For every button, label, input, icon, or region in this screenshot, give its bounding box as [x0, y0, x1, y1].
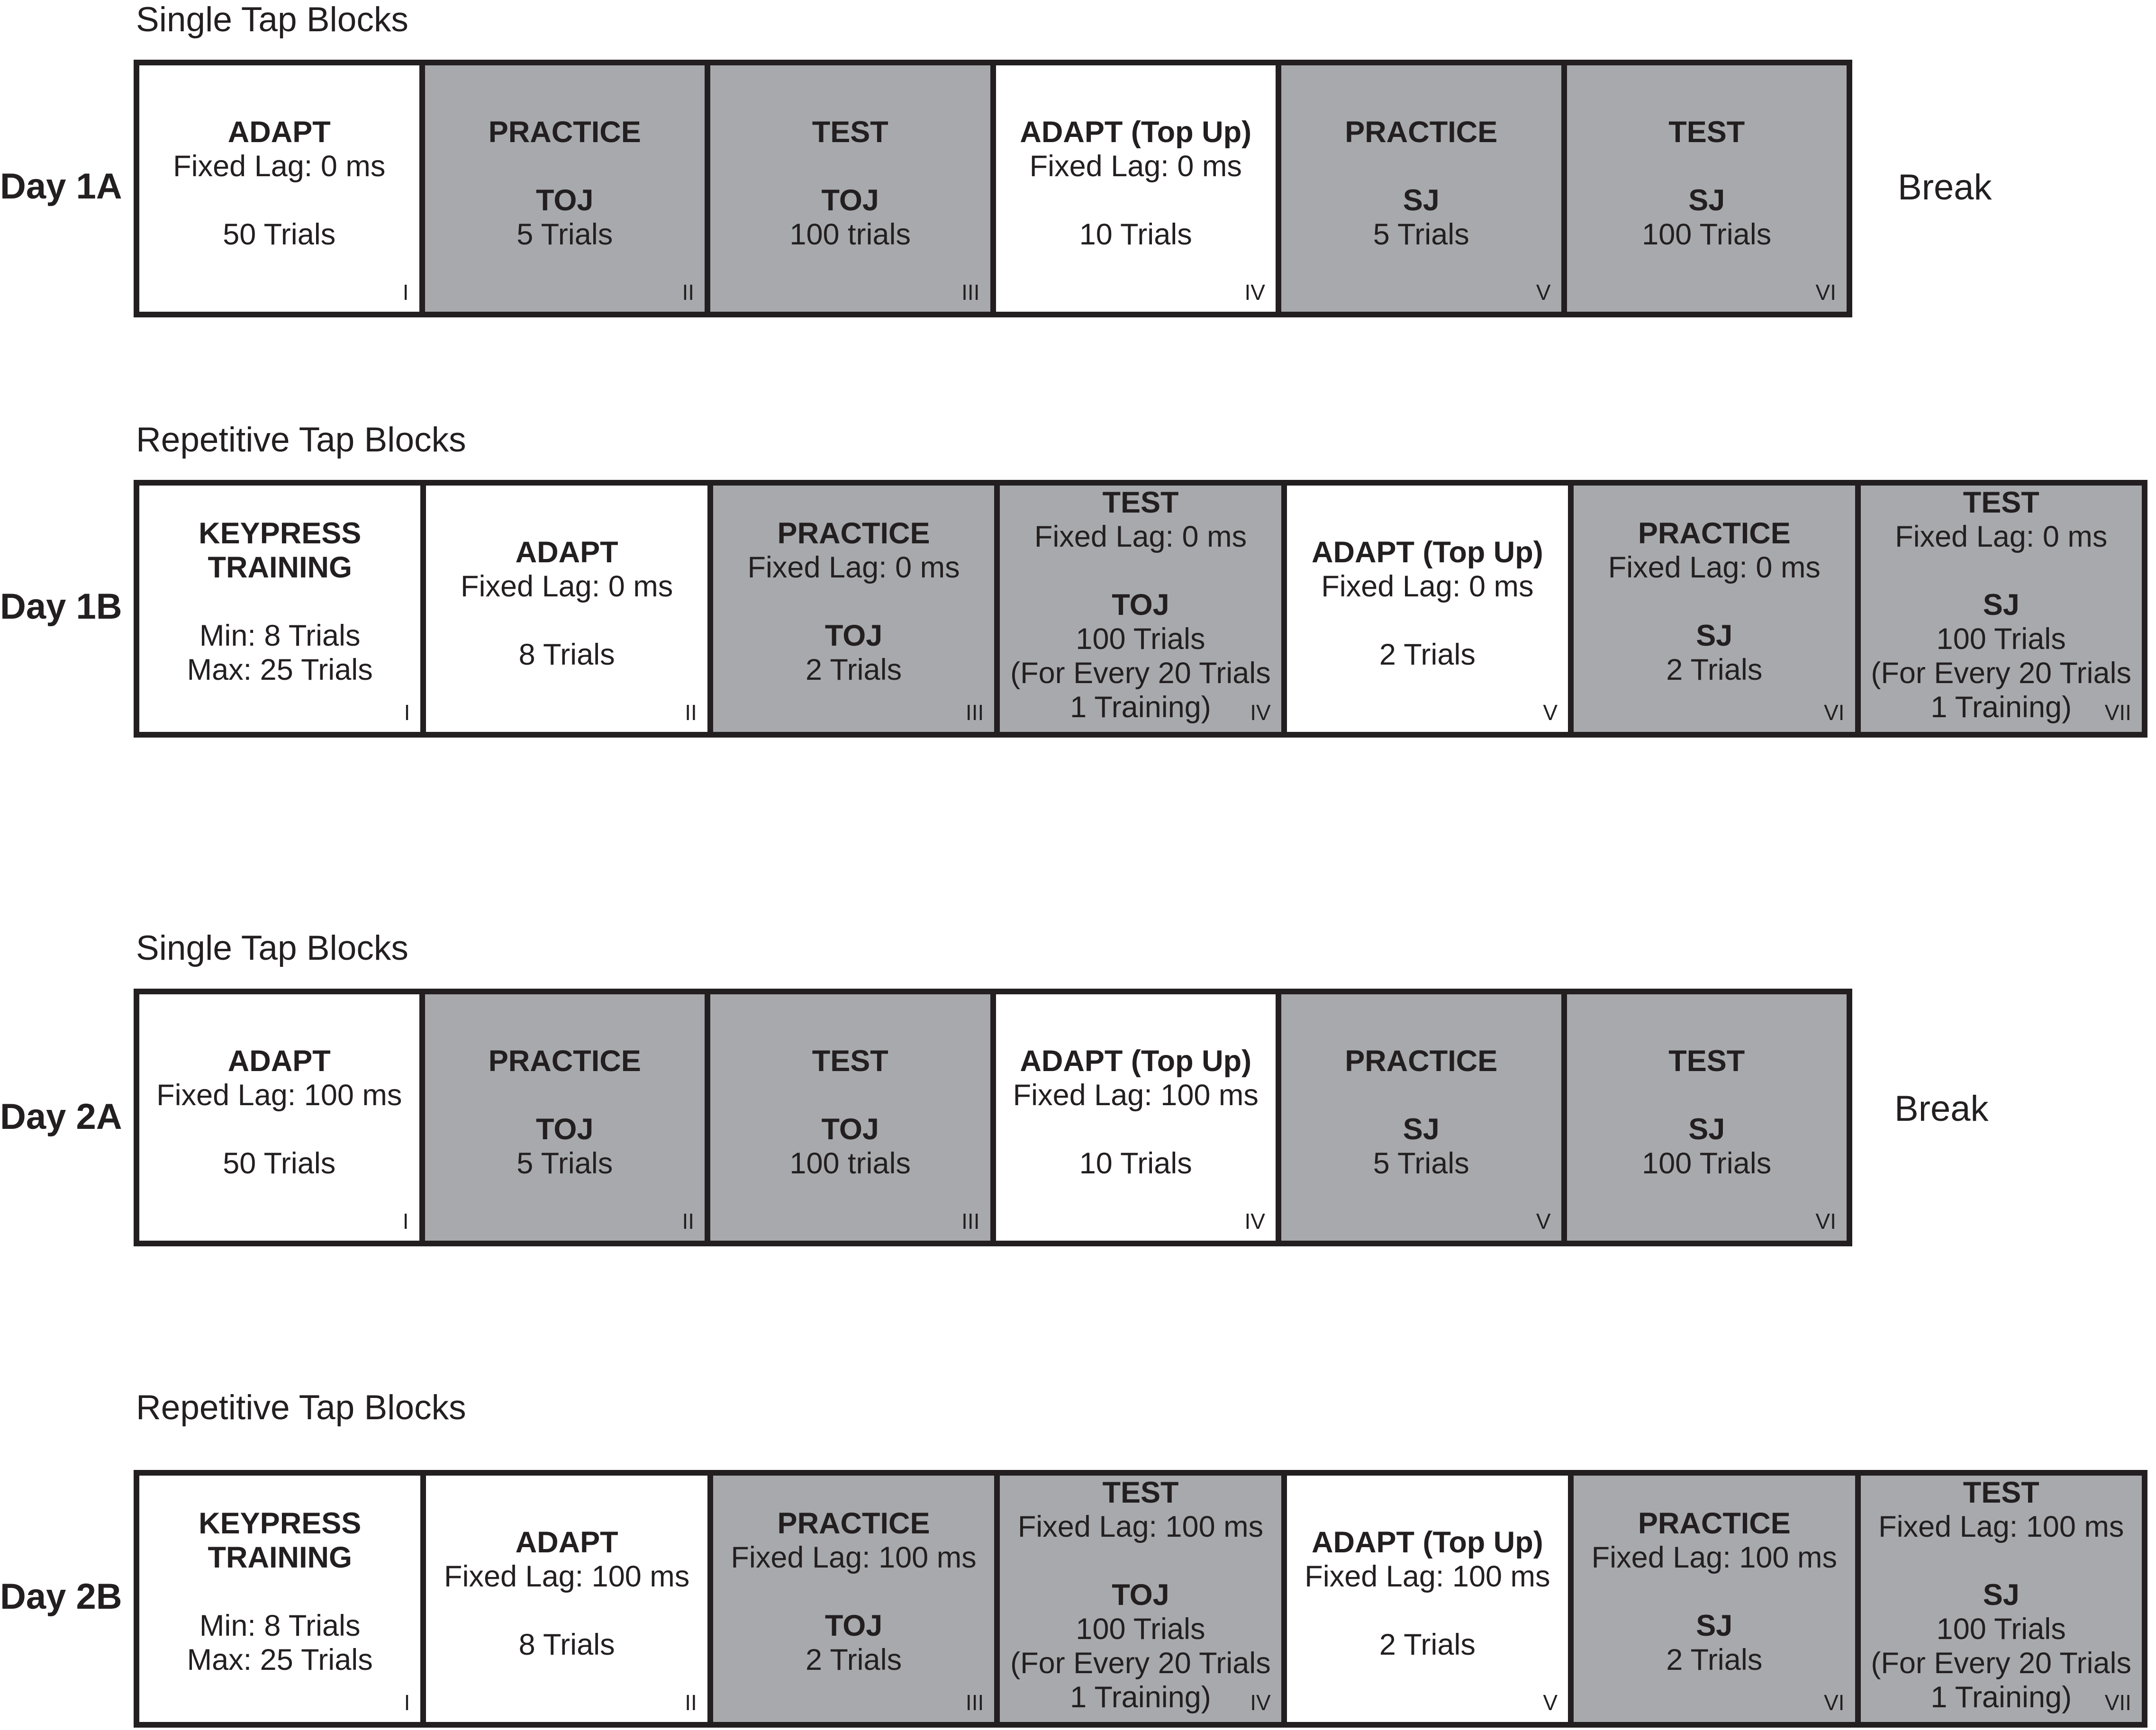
block-text: 100 Trials	[1642, 1147, 1772, 1180]
block-heading: SJ	[1688, 1113, 1725, 1146]
block-heading: TOJ	[824, 619, 883, 652]
block-text: 2 Trials	[1379, 638, 1476, 671]
block-heading: SJ	[1688, 184, 1725, 217]
block-text: Fixed Lag: 100 ms	[1304, 1560, 1550, 1593]
procedure-block	[426, 486, 707, 732]
procedure-block	[139, 994, 419, 1241]
block-heading: TOJ	[536, 1113, 594, 1146]
procedure-block	[1574, 1476, 1855, 1722]
block-numeral: I	[404, 1690, 410, 1715]
procedure-block	[1281, 65, 1561, 312]
block-numeral: III	[965, 700, 984, 725]
procedure-block	[426, 1476, 707, 1722]
block-text: Fixed Lag: 100 ms	[731, 1541, 977, 1574]
block-text: 5 Trials	[1373, 218, 1469, 251]
block-heading: TEST	[1963, 1476, 2039, 1509]
block-text: (For Every 20 Trials	[1010, 1647, 1271, 1680]
block-text: Fixed Lag: 0 ms	[461, 570, 673, 603]
block-numeral: V	[1543, 700, 1558, 725]
block-numeral: IV	[1250, 1690, 1271, 1715]
block-text: 2 Trials	[1379, 1628, 1476, 1661]
block-text: Fixed Lag: 0 ms	[1029, 150, 1242, 183]
block-heading: PRACTICE	[777, 517, 930, 550]
block-numeral: IV	[1244, 1209, 1265, 1234]
block-numeral: I	[402, 280, 409, 305]
block-text: 1 Training)	[1930, 691, 2072, 724]
section-title: Repetitive Tap Blocks	[136, 421, 466, 459]
block-heading: PRACTICE	[1345, 116, 1498, 149]
block-numeral: II	[685, 700, 697, 725]
block-text: Fixed Lag: 100 ms	[156, 1079, 402, 1112]
procedure-block	[1574, 486, 1855, 732]
procedure-block	[1000, 486, 1281, 732]
block-numeral: I	[404, 700, 410, 725]
block-numeral: VII	[2104, 700, 2131, 725]
block-text: 50 Trials	[223, 1147, 336, 1180]
procedure-block	[425, 65, 705, 312]
block-heading: ADAPT	[227, 1045, 331, 1078]
block-heading: SJ	[1696, 1609, 1733, 1642]
block-text: 5 Trials	[516, 1147, 613, 1180]
block-heading: TEST	[1668, 116, 1745, 149]
block-row-day-2b	[134, 1470, 2147, 1728]
procedure-block	[996, 65, 1276, 312]
block-heading: ADAPT (Top Up)	[1020, 1045, 1252, 1078]
block-text: 5 Trials	[516, 218, 613, 251]
block-text: Fixed Lag: 0 ms	[1321, 570, 1534, 603]
block-heading: KEYPRESS	[199, 1507, 362, 1540]
procedure-block	[1861, 1476, 2142, 1722]
procedure-block	[710, 65, 990, 312]
day-label: Day 1B	[0, 586, 122, 627]
block-text: Min: 8 Trials	[199, 1609, 361, 1642]
block-numeral: III	[965, 1690, 984, 1715]
block-text: 8 Trials	[518, 638, 615, 671]
block-heading: TEST	[812, 1045, 888, 1078]
block-numeral: II	[682, 1209, 694, 1234]
block-heading: ADAPT	[515, 536, 618, 569]
block-text: 100 Trials	[1936, 1613, 2066, 1646]
break-label: Break	[1898, 167, 1992, 207]
block-numeral: II	[682, 280, 694, 305]
section-title: Single Tap Blocks	[136, 929, 408, 967]
block-heading: PRACTICE	[1345, 1045, 1498, 1078]
block-heading: TRAINING	[208, 551, 352, 584]
block-numeral: VI	[1824, 1690, 1845, 1715]
block-numeral: I	[402, 1209, 409, 1234]
block-numeral: III	[961, 1209, 980, 1234]
block-numeral: V	[1536, 280, 1551, 305]
day-label: Day 1A	[0, 166, 122, 207]
block-numeral: V	[1536, 1209, 1551, 1234]
day-label: Day 2A	[0, 1097, 122, 1137]
block-text: 2 Trials	[1666, 1643, 1763, 1676]
day-label: Day 2B	[0, 1577, 122, 1617]
block-heading: TEST	[812, 116, 888, 149]
block-row-day-1a	[134, 60, 1852, 317]
block-heading: TOJ	[821, 184, 879, 217]
block-text: Fixed Lag: 0 ms	[1895, 520, 2108, 553]
block-heading: SJ	[1403, 1113, 1440, 1146]
block-heading: TEST	[1963, 486, 2039, 519]
block-text: 10 Trials	[1079, 1147, 1192, 1180]
break-label: Break	[1894, 1089, 1989, 1129]
block-heading: TOJ	[1112, 588, 1169, 622]
block-numeral: VI	[1815, 280, 1836, 305]
block-heading: SJ	[1403, 184, 1440, 217]
procedure-block	[425, 994, 705, 1241]
block-text: Max: 25 Trials	[187, 1643, 373, 1676]
section-title: Repetitive Tap Blocks	[136, 1388, 466, 1427]
block-text: 1 Training)	[1930, 1681, 2072, 1714]
block-heading: PRACTICE	[1638, 1507, 1791, 1540]
block-text: 1 Training)	[1070, 1681, 1211, 1714]
block-heading: TOJ	[821, 1113, 879, 1146]
block-text: Fixed Lag: 100 ms	[1591, 1541, 1837, 1574]
block-numeral: IV	[1250, 700, 1271, 725]
block-heading: SJ	[1983, 588, 2020, 622]
block-text: 100 trials	[789, 1147, 911, 1180]
block-heading: KEYPRESS	[199, 517, 362, 550]
block-text: Min: 8 Trials	[199, 619, 361, 652]
procedure-block	[1281, 994, 1561, 1241]
block-text: Fixed Lag: 100 ms	[1013, 1079, 1259, 1112]
block-text: Fixed Lag: 0 ms	[173, 150, 386, 183]
block-row-day-1b	[134, 480, 2147, 738]
block-text: 8 Trials	[518, 1628, 615, 1661]
section-title: Single Tap Blocks	[136, 0, 408, 39]
procedure-block	[139, 65, 419, 312]
block-heading: ADAPT (Top Up)	[1312, 536, 1543, 569]
block-text: 5 Trials	[1373, 1147, 1469, 1180]
procedure-block	[139, 1476, 420, 1722]
block-text: 1 Training)	[1070, 691, 1211, 724]
procedure-block	[713, 1476, 994, 1722]
block-text: 100 Trials	[1936, 622, 2066, 656]
block-text: 2 Trials	[806, 1643, 902, 1676]
procedure-block	[710, 994, 990, 1241]
procedure-block	[713, 486, 994, 732]
block-numeral: IV	[1244, 280, 1265, 305]
procedure-block	[1287, 1476, 1568, 1722]
block-text: Fixed Lag: 0 ms	[1034, 520, 1247, 553]
block-text: 100 trials	[789, 218, 911, 251]
block-text: Fixed Lag: 0 ms	[747, 551, 960, 584]
block-heading: PRACTICE	[488, 1045, 641, 1078]
block-text: (For Every 20 Trials	[1871, 1647, 2132, 1680]
procedure-block	[996, 994, 1276, 1241]
block-numeral: III	[961, 280, 980, 305]
block-heading: TOJ	[1112, 1578, 1169, 1612]
procedure-block	[1000, 1476, 1281, 1722]
block-heading: TRAINING	[208, 1541, 352, 1574]
block-text: 100 Trials	[1076, 622, 1205, 656]
block-heading: SJ	[1983, 1578, 2020, 1612]
block-heading: ADAPT	[227, 116, 331, 149]
block-heading: TEST	[1668, 1045, 1745, 1078]
block-heading: PRACTICE	[488, 116, 641, 149]
block-heading: PRACTICE	[1638, 517, 1791, 550]
block-heading: TEST	[1102, 486, 1179, 519]
block-text: 10 Trials	[1079, 218, 1192, 251]
block-row-day-2a	[134, 989, 1852, 1246]
block-numeral: V	[1543, 1690, 1558, 1715]
block-heading: TEST	[1102, 1476, 1179, 1509]
block-text: 100 Trials	[1642, 218, 1772, 251]
block-text: Fixed Lag: 100 ms	[1878, 1510, 2124, 1543]
procedure-block	[1287, 486, 1568, 732]
block-text: Fixed Lag: 0 ms	[1608, 551, 1821, 584]
block-heading: ADAPT (Top Up)	[1312, 1526, 1543, 1559]
block-heading: SJ	[1696, 619, 1733, 652]
block-heading: PRACTICE	[777, 1507, 930, 1540]
block-text: (For Every 20 Trials	[1010, 657, 1271, 690]
block-text: Max: 25 Trials	[187, 653, 373, 686]
block-text: 2 Trials	[1666, 653, 1763, 686]
block-text: 50 Trials	[223, 218, 336, 251]
block-text: (For Every 20 Trials	[1871, 657, 2132, 690]
block-numeral: VI	[1815, 1209, 1836, 1234]
block-heading: TOJ	[824, 1609, 883, 1642]
block-numeral: II	[685, 1690, 697, 1715]
block-numeral: VI	[1824, 700, 1845, 725]
procedure-block	[1861, 486, 2142, 732]
block-text: 100 Trials	[1076, 1613, 1205, 1646]
procedure-block	[1567, 65, 1847, 312]
block-text: 2 Trials	[806, 653, 902, 686]
block-heading: ADAPT (Top Up)	[1020, 116, 1252, 149]
block-text: Fixed Lag: 100 ms	[444, 1560, 690, 1593]
procedure-block	[1567, 994, 1847, 1241]
block-heading: TOJ	[536, 184, 594, 217]
block-text: Fixed Lag: 100 ms	[1017, 1510, 1264, 1543]
procedure-block	[139, 486, 420, 732]
block-heading: ADAPT	[515, 1526, 618, 1559]
block-numeral: VII	[2104, 1690, 2131, 1715]
